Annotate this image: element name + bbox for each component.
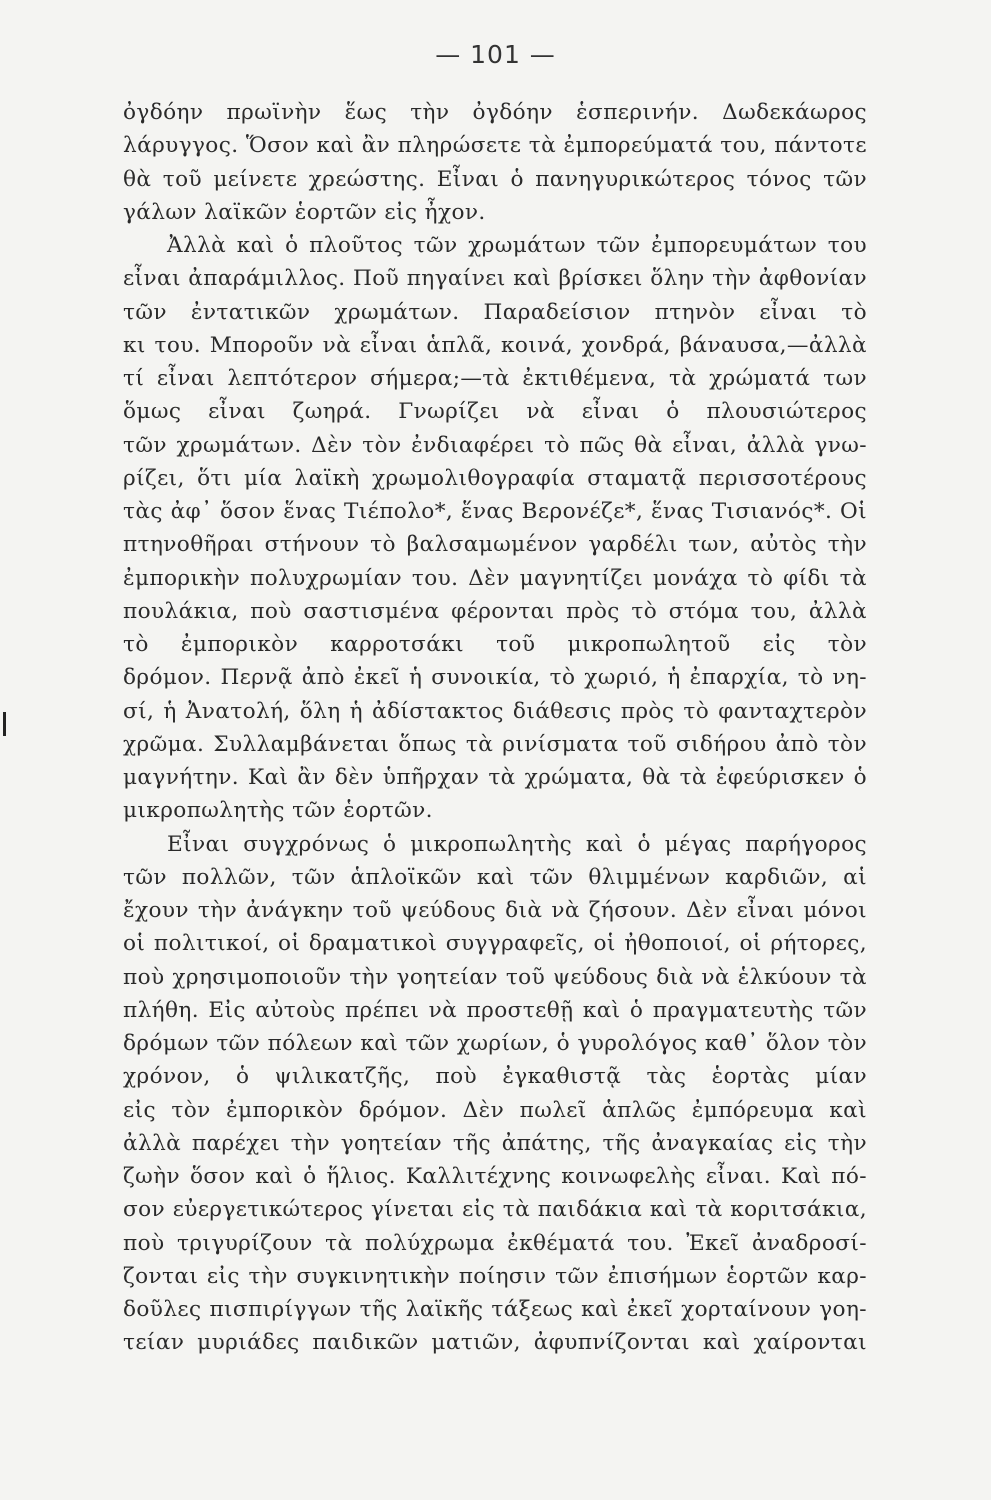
text-line: ἔχουν τὴν ἀνάγκην τοῦ ψεύδους διὰ νὰ ζήσουν. Δὲν εἶναι μόνοι (123, 898, 867, 923)
text-line: ζωὴν ὅσον καὶ ὁ ἥλιος. Καλλιτέχνης κοινωφελὴς εἶναι. Καὶ πό- (123, 1164, 867, 1189)
text-line: χρῶμα. Συλλαμβάνεται ὅπως τὰ ρινίσματα τοῦ σιδήρου ἀπὸ τὸν (123, 731, 867, 757)
text-line: εἶναι ἀπαράμιλλος. Ποῦ πηγαίνει καὶ βρίσκει ὅλην τὴν ἀφθονίαν (123, 266, 867, 292)
text-line: ρίζει, ὅτι μία λαϊκὴ χρωμολιθογραφία σταματᾷ περισσοτέρους (123, 465, 867, 491)
text-line: γάλων λαϊκῶν ἑορτῶν εἰς ἦχον. (123, 199, 486, 225)
text-line: δοῦλες πισπιρίγγων τῆς λαϊκῆς τάξεως καὶ ἐκεῖ χορταίνουν γοη- (123, 1297, 867, 1322)
text-line: τείαν μυριάδες παιδικῶν ματιῶν, ἀφυπνίζονται καὶ χαίρονται (123, 1330, 867, 1356)
text-line: σον εὐεργετικώτερος γίνεται εἰς τὰ παιδάκια καὶ τὰ κοριτσάκια, (123, 1197, 867, 1223)
text-line: σί, ἡ Ἀνατολή, ὅλη ἡ ἀδίστακτος διάθεσις πρὸς τὸ φανταχτερὸν (123, 698, 867, 724)
text-line: τῶν χρωμάτων. Δὲν τὸν ἐνδιαφέρει τὸ πῶς θὰ εἶναι, ἀλλὰ γνω- (123, 432, 867, 458)
margin-mark (3, 712, 6, 736)
text-line: τὰς ἀφ᾿ ὅσον ἕνας Τιέπολο*, ἕνας Βερονέζε*, ἕνας Τισιανός*. Οἱ (123, 499, 867, 524)
text-line: λάρυγγος. Ὅσον καὶ ἂν πληρώσετε τὰ ἐμπορεύματά του, πάντοτε (123, 133, 867, 159)
page-number-header: — 101 — (435, 40, 556, 69)
text-line: χρόνον, ὁ ψιλικατζῆς, ποὺ ἐγκαθιστᾷ τὰς ἑορτὰς μίαν (123, 1064, 867, 1090)
text-line: ποὺ τριγυρίζουν τὰ πολύχρωμα ἐκθέματά του. Ἐκεῖ ἀναδροσί- (123, 1230, 867, 1256)
text-line: εἰς τὸν ἐμπορικὸν δρόμον. Δὲν πωλεῖ ἁπλῶς ἐμπόρευμα καὶ (123, 1097, 867, 1123)
text-line: Εἶναι συγχρόνως ὁ μικροπωλητὴς καὶ ὁ μέγας παρήγορος (167, 831, 867, 857)
text-line: κι του. Μποροῦν νὰ εἶναι ἁπλᾶ, κοινά, χονδρά, βάναυσα,—ἀλλὰ (123, 332, 867, 358)
text-line: πλήθη. Εἰς αὐτοὺς πρέπει νὰ προστεθῇ καὶ ὁ πραγματευτὴς τῶν (123, 997, 867, 1023)
text-line: ἐμπορικὴν πολυχρωμίαν του. Δὲν μαγνητίζει μονάχα τὸ φίδι τὰ (123, 565, 867, 591)
text-line: ὅμως εἶναι ζωηρά. Γνωρίζει νὰ εἶναι ὁ πλουσιώτερος (123, 399, 867, 425)
text-line: ὀγδόην πρωϊνὴν ἕως τὴν ὀγδόην ἑσπερινήν. Δωδεκάωρος (123, 100, 867, 125)
text-line: ποὺ χρησιμοποιοῦν τὴν γοητείαν τοῦ ψεύδους διὰ νὰ ἑλκύουν τὰ (123, 964, 867, 990)
text-line: δρόμων τῶν πόλεων καὶ τῶν χωρίων, ὁ γυρολόγος καθ᾿ ὅλον τὸν (123, 1031, 867, 1056)
text-line: πουλάκια, ποὺ σαστισμένα φέρονται πρὸς τὸ στόμα του, ἀλλὰ (123, 598, 867, 624)
text-line: ἀλλὰ παρέχει τὴν γοητείαν τῆς ἀπάτης, τῆς ἀναγκαίας εἰς τὴν (123, 1130, 867, 1156)
text-line: μικροπωλητὴς τῶν ἑορτῶν. (123, 798, 433, 824)
text-line: τί εἶναι λεπτότερον σήμερα;—τὰ ἐκτιθέμενα, τὰ χρώματά των (123, 366, 867, 391)
text-line: μαγνήτην. Καὶ ἂν δὲν ὑπῆρχαν τὰ χρώματα, θὰ τὰ ἐφεύρισκεν ὁ (123, 765, 867, 790)
text-line: πτηνοθῆραι στήνουν τὸ βαλσαμωμένον γαρδέλι των, αὐτὸς τὴν (123, 532, 867, 558)
text-line: δρόμον. Περνᾷ ἀπὸ ἐκεῖ ἡ συνοικία, τὸ χωριό, ἡ ἐπαρχία, τὸ νη- (123, 665, 867, 691)
text-line: τὸ ἐμπορικὸν καρροτσάκι τοῦ μικροπωλητοῦ εἰς τὸν (123, 632, 867, 657)
body-text (123, 96, 867, 1360)
text-line: ζονται εἰς τὴν συγκινητικὴν ποίησιν τῶν ἐπισήμων ἑορτῶν καρ- (123, 1263, 867, 1289)
text-line: θὰ τοῦ μείνετε χρεώστης. Εἶναι ὁ πανηγυρικώτερος τόνος τῶν (123, 166, 867, 192)
text-line: τῶν ἐντατικῶν χρωμάτων. Παραδείσιον πτηνὸν εἶναι τὸ (123, 299, 867, 325)
text-line: Ἀλλὰ καὶ ὁ πλοῦτος τῶν χρωμάτων τῶν ἐμπορευμάτων του (167, 233, 867, 258)
text-line: οἱ πολιτικοί, οἱ δραματικοὶ συγγραφεῖς, οἱ ἠθοποιοί, οἱ ρήτορες, (123, 931, 867, 957)
text-line: τῶν πολλῶν, τῶν ἁπλοϊκῶν καὶ τῶν θλιμμένων καρδιῶν, αἱ (123, 864, 867, 890)
